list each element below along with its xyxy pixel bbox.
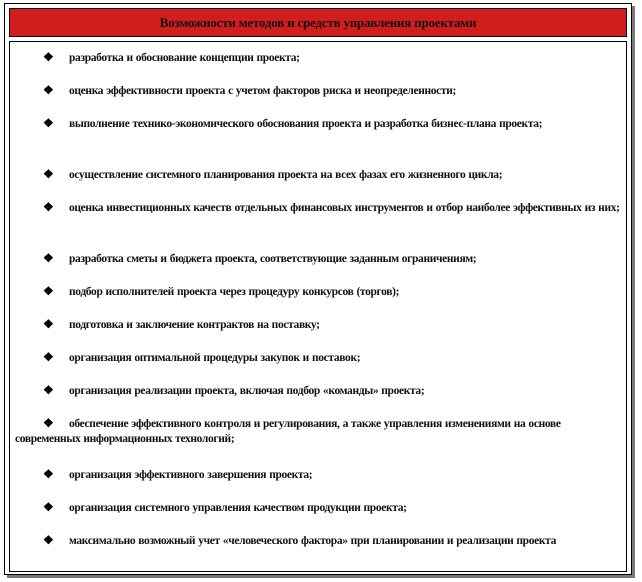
diamond-bullet-icon: ❖	[43, 533, 54, 547]
list-item	[15, 350, 620, 366]
list-item	[15, 116, 620, 132]
list-item	[15, 83, 620, 99]
list-item	[15, 383, 620, 399]
table-title: Возможности методов и средств управления проектами	[159, 14, 477, 30]
list-item	[15, 200, 620, 216]
items-list	[9, 41, 627, 572]
diamond-bullet-icon: ❖	[43, 350, 54, 364]
diamond-bullet-icon: ❖	[43, 284, 54, 298]
diamond-bullet-icon: ❖	[43, 416, 54, 430]
diamond-bullet-icon: ❖	[43, 467, 54, 481]
list-item-text: организация оптимальной процедуры закупок и поставок;	[69, 352, 361, 364]
list-item-text: подготовка и заключение контрактов на поставку;	[69, 319, 320, 331]
list-item	[15, 284, 620, 300]
diamond-bullet-icon: ❖	[43, 167, 54, 181]
list-item-text: оценка инвестиционных качеств отдельных финансовых инструментов и отбор наиболее эффективных из них;	[69, 202, 620, 214]
list-item	[15, 317, 620, 333]
list-item	[15, 533, 620, 549]
list-item-text: разработка и обоснование концепции проекта;	[69, 52, 300, 64]
list-item-text: оценка эффективности проекта с учетом факторов риска и неопределенности;	[69, 85, 456, 97]
diamond-bullet-icon: ❖	[43, 383, 54, 397]
diamond-bullet-icon: ❖	[43, 50, 54, 64]
list-item-text: выполнение технико-экономического обоснования проекта и разработка бизнес-плана проекта;	[69, 118, 543, 130]
list-item	[15, 50, 620, 66]
list-item-text: организация системного управления качеством продукции проекта;	[69, 502, 407, 514]
diamond-bullet-icon: ❖	[43, 317, 54, 331]
list-item	[15, 467, 620, 483]
list-item	[15, 500, 620, 516]
diamond-bullet-icon: ❖	[43, 500, 54, 514]
content-frame	[4, 3, 632, 575]
list-item-text: организация реализации проекта, включая подбор «команды» проекта;	[69, 385, 425, 397]
list-item-text: осуществление системного планирования проекта на всех фазах его жизненного цикла;	[69, 169, 503, 181]
diamond-bullet-icon: ❖	[43, 83, 54, 97]
diamond-bullet-icon: ❖	[43, 200, 54, 214]
list-item-text: разработка сметы и бюджета проекта, соответствующие заданным ограничениям;	[69, 253, 477, 265]
list-item	[15, 416, 620, 447]
table-header	[9, 8, 627, 37]
list-item-text: подбор исполнителей проекта через процедуру конкурсов (торгов);	[69, 286, 400, 298]
list-item	[15, 251, 620, 267]
list-item-text: обеспечение эффективного контроля и регулирования, а также управления изменениями на основе современных информационных технологий;	[15, 418, 561, 445]
diamond-bullet-icon: ❖	[43, 251, 54, 265]
list-item-text: организация эффективного завершения проекта;	[69, 469, 313, 481]
diamond-bullet-icon: ❖	[43, 116, 54, 130]
list-item-text: максимально возможный учет «человеческого фактора» при планировании и реализации проекта	[69, 535, 556, 547]
list-item	[15, 167, 620, 183]
